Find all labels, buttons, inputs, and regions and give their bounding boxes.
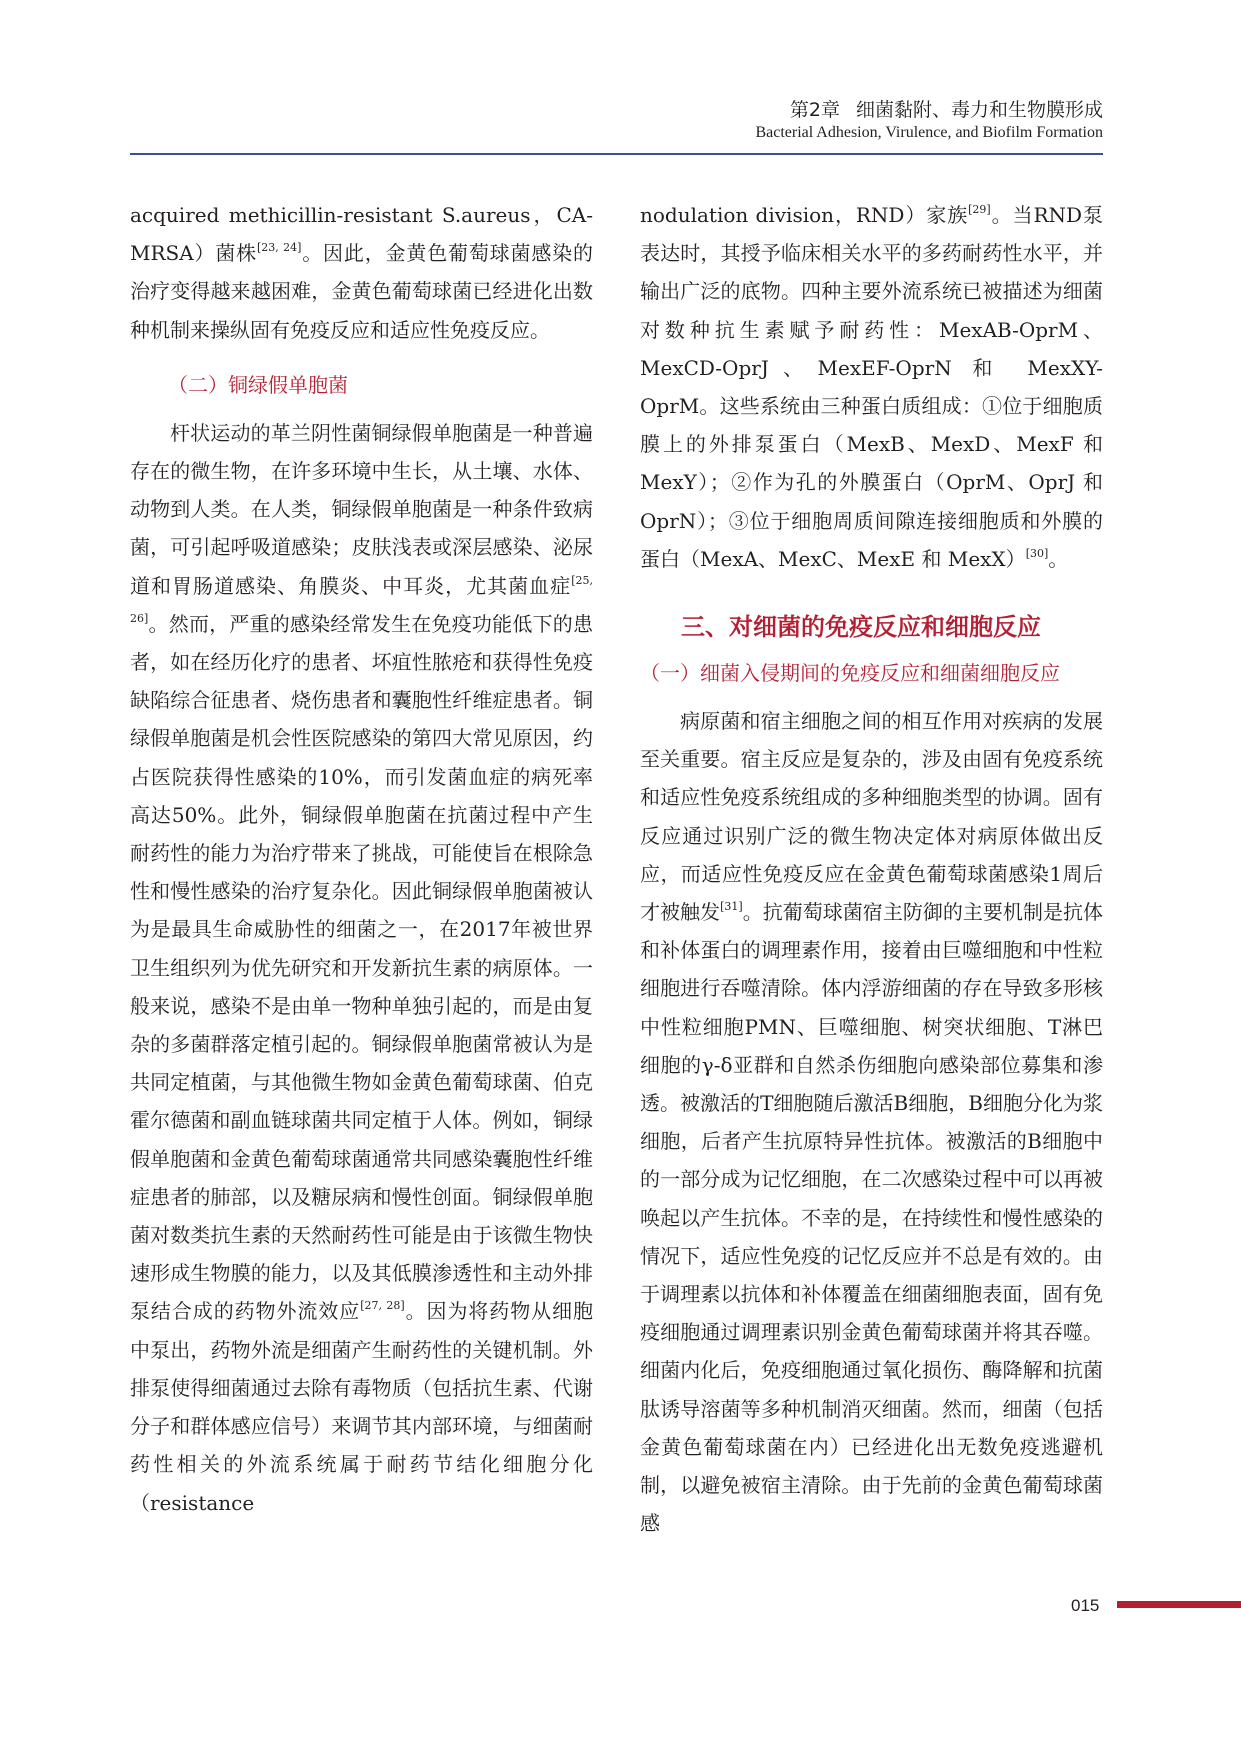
chapter-number: 第2章 [789,99,840,121]
text-run: nodulation division，RND）家族 [640,203,969,227]
citation-ref: [27, 28] [360,1299,405,1313]
text-run: 。抗葡萄球菌宿主防御的主要机制是抗体和补体蛋白的调理素作用，接着由巨噬细胞和中性粒细胞进行吞噬清除。体内浮游细菌的存在导致多形核中性粒细胞PMN、巨噬细胞、树突状细胞、T淋巴细胞的γ-δ亚群和自然杀伤细胞向感染部位募集和渗透。被激活的T细胞随后激活B细胞，B细胞分化为浆细胞，后者产生抗原特异性抗体。被激活的B细胞中的一部分成为记忆细胞，在二次感染过程中可以再被唤起以产生抗体。不幸的是，在持续性和慢性感染的情况下，适应性免疫的记忆反应并不总是有效的。由于调理素以抗体和补体覆盖在细菌细胞表面，固有免疫细胞通过调理素识别金黄色葡萄球菌并将其吞噬。细菌内化后，免疫细胞通过氧化损伤、酶降解和抗菌肽诱导溶菌等多种机制消灭细菌。然而，细菌（包括金黄色葡萄球菌在内）已经进化出无数免疫逃避机制，以避免被宿主清除。由于先前的金黄色葡萄球菌感 [640,900,1104,1536]
chapter-title-en: Bacterial Adhesion, Virulence, and Biofilm Formation [755,124,1103,141]
text-run: 。因为将药物从细胞中泵出，药物外流是细菌产生耐药性的关键机制。外排泵使得细菌通过去除有毒物质（包括抗生素、代谢分子和群体感应信号）来调节其内部环境，与细菌耐药性相关的外流系统属于耐药节结化细胞分化（resistance [130,1299,594,1515]
page-number: 015 [1071,1596,1100,1615]
footer-accent-bar [1117,1601,1241,1608]
text-run: 杆状运动的革兰阴性菌铜绿假单胞菌是一种普遍存在的微生物，在许多环境中生长，从土壤、水体、动物到人类。在人类，铜绿假单胞菌是一种条件致病菌，可引起呼吸道感染；皮肤浅表或深层感染、泌尿道和胃肠道感染、角膜炎、中耳炎，尤其菌血症 [130,420,593,598]
chapter-title-cn: 细菌黏附、毒力和生物膜形成 [855,99,1103,121]
paragraph [640,702,1103,1542]
citation-ref: [30] [1025,546,1049,560]
text-run: 。当RND泵表达时，其授予临床相关水平的多药耐药性水平，并输出广泛的底物。四种主要外流系统已被描述为细菌对数种抗生素赋予耐药性：MexAB-OprM、MexCD-OprJ、MexEF-OprN 和 MexXY-OprM。这些系统由三种蛋白质组成：①位于细胞质膜上的外排泵蛋白（MexB、MexD、MexF 和 MexY）；②作为孔的外膜蛋白（OprM、OprJ 和 OprN）；③位于细胞周质间隙连接细胞质和外膜的蛋白（MexA、MexC、MexE 和 MexX） [640,203,1103,571]
citation-ref: [25, 26] [130,573,593,625]
paragraph [640,196,1103,578]
left-column [130,196,593,1522]
text-run: 。因此，金黄色葡萄球菌感染的治疗变得越来越困难，金黄色葡萄球菌已经进化出数种机制来操纵固有免疫反应和适应性免疫反应。 [130,241,593,342]
text-run: 病原菌和宿主细胞之间的相互作用对疾病的发展至关重要。宿主反应是复杂的，涉及由固有免疫系统和适应性免疫系统组成的多种细胞类型的协调。固有反应通过识别广泛的微生物决定体对病原体做出反应，而适应性免疫反应在金黄色葡萄球菌感染1周后才被触发 [640,709,1103,925]
citation-ref: [31] [720,900,743,914]
citation-ref: [23, 24] [257,241,302,255]
header-divider [130,153,1103,155]
text-run: acquired methicillin-resistant S.aureus，CA-MRSA）菌株 [130,203,593,266]
paragraph [130,196,593,349]
section-heading: 三、对细菌的免疫反应和细胞反应 [681,613,1041,642]
right-column [640,196,1103,1543]
text-run: 。 [1048,546,1069,571]
text-run: 。然而，严重的感染经常发生在免疫功能低下的患者，如在经历化疗的患者、坏疽性脓疮和获得性免疫缺陷综合征患者、烧伤患者和囊胞性纤维症患者。铜绿假单胞菌是机会性医院感染的第四大常见原因，约占医院获得性感染的10%，而引发菌血症的病死率高达50%。此外，铜绿假单胞菌在抗菌过程中产生耐药性的能力为治疗带来了挑战，可能使旨在根除急性和慢性感染的治疗复杂化。因此铜绿假单胞菌被认为是最具生命威胁性的细菌之一，在2017年被世界卫生组织列为优先研究和开发新抗生素的病原体。一般来说，感染不是由单一物种单独引起的，而是由复杂的多菌群落定植引起的。铜绿假单胞菌常被认为是共同定植菌，与其他微生物如金黄色葡萄球菌、伯克霍尔德菌和副血链球菌共同定植于人体。例如，铜绿假单胞菌和金黄色葡萄球菌通常共同感染囊胞性纤维症患者的肺部，以及糖尿病和慢性创面。铜绿假单胞菌对数类抗生素的天然耐药性可能是由于该微生物快速形成生物膜的能力，以及其低膜渗透性和主动外排泵结合成的药物外流效应 [130,611,593,1324]
running-header-chapter [790,95,1103,122]
citation-ref: [29] [968,203,991,216]
subsection-heading: （二）铜绿假单胞菌 [168,372,348,397]
paragraph [130,414,593,1522]
subsection-heading: （一）细菌入侵期间的免疫反应和细菌细胞反应 [640,661,1060,686]
